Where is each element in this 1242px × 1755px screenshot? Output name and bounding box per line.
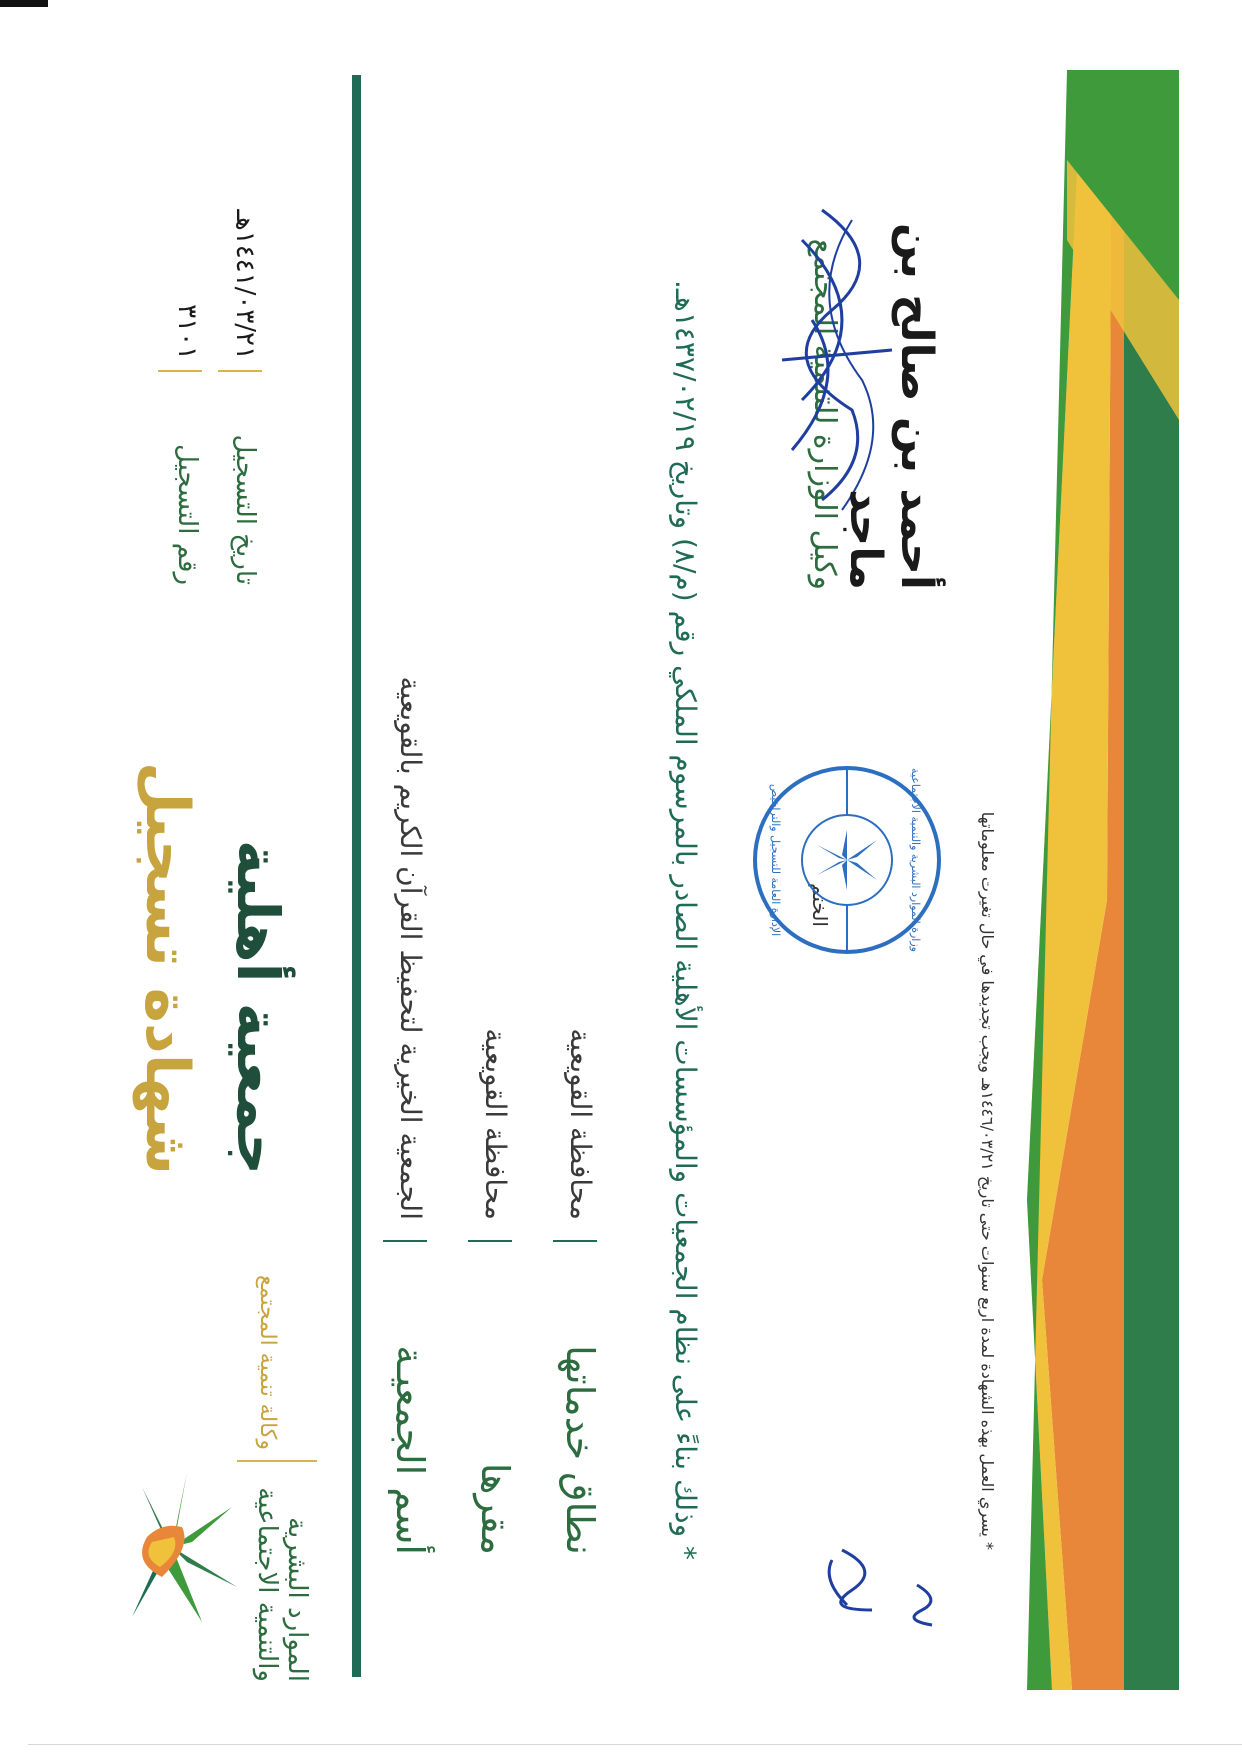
official-stamp-icon [747,760,947,960]
registration-number-separator [158,370,202,372]
registration-date-label: تاريخ التسجيل [230,434,260,585]
registration-number-value: ٣١٠١ [172,304,202,360]
field-label-headquarters: مقرها [473,1462,517,1555]
initials-small-icon [907,1580,947,1630]
official-name: أحمد بن صالح بن ماجد [840,222,942,590]
certificate-title: شهادة تسجيل [132,761,202,1175]
field-separator-2 [468,1240,512,1242]
certificate-subtitle: جمعية أهلية [224,839,292,1175]
registration-number-label: رقم التسجيل [172,443,202,585]
stamp-label: الختم [808,883,832,927]
field-value-service-scope: محافظة القويعية [564,1028,597,1220]
registration-date-value: ١٤٤١/٠٣/٢١هـ [230,209,260,360]
legal-basis-note: * وذلك بناءً على نظام الجمعيات والمؤسسات الأهلية الصادر بالمرسوم الملكي رقم (م/٨) وتاريخ ١٤٣٧/٠٢/١٩هـ. [669,279,702,1560]
field-separator-1 [383,1240,427,1242]
initials-mark-icon [812,1540,892,1620]
validity-footnote: * يسري العمل بهذه الشهادة لمدة اربع سنوات حتى تاريخ ١٤٤٦/٠٣/٢١هـ ويجب تجديدها في حال تغيرت معلوماتها [978,811,997,1550]
field-value-headquarters: محافظة القويعية [479,1028,512,1220]
field-value-association-name: الجمعية الخيرية لتحفيظ القرآن الكريم بالقويعية [394,676,427,1220]
official-title: وكيل الوزارة للتنمية المجتمع [807,238,842,590]
header-rule [352,75,361,1677]
field-label-service-scope: نطاق خدماتها [558,1345,602,1555]
agency-name: وكالة تنمية المجتمع [255,1274,280,1450]
ministry-name-line1: الموارد البشرية [282,1517,312,1682]
stamp-ring-top: وزارة الموارد البشرية والتنمية الاجتماعية [909,768,922,952]
ministry-logo-icon [102,1467,242,1627]
field-label-association-name: أسم الجمعيـة [388,1345,432,1555]
registration-date-separator [218,370,262,372]
ministry-name [252,1472,312,1682]
ministry-name-line2: والتنمية الاجتماعية [252,1487,282,1682]
field-separator-3 [553,1240,597,1242]
ministry-separator [237,1460,317,1462]
stamp-ring-bottom: الإدارة العامة للتسجيل والتراخيص [769,783,782,937]
